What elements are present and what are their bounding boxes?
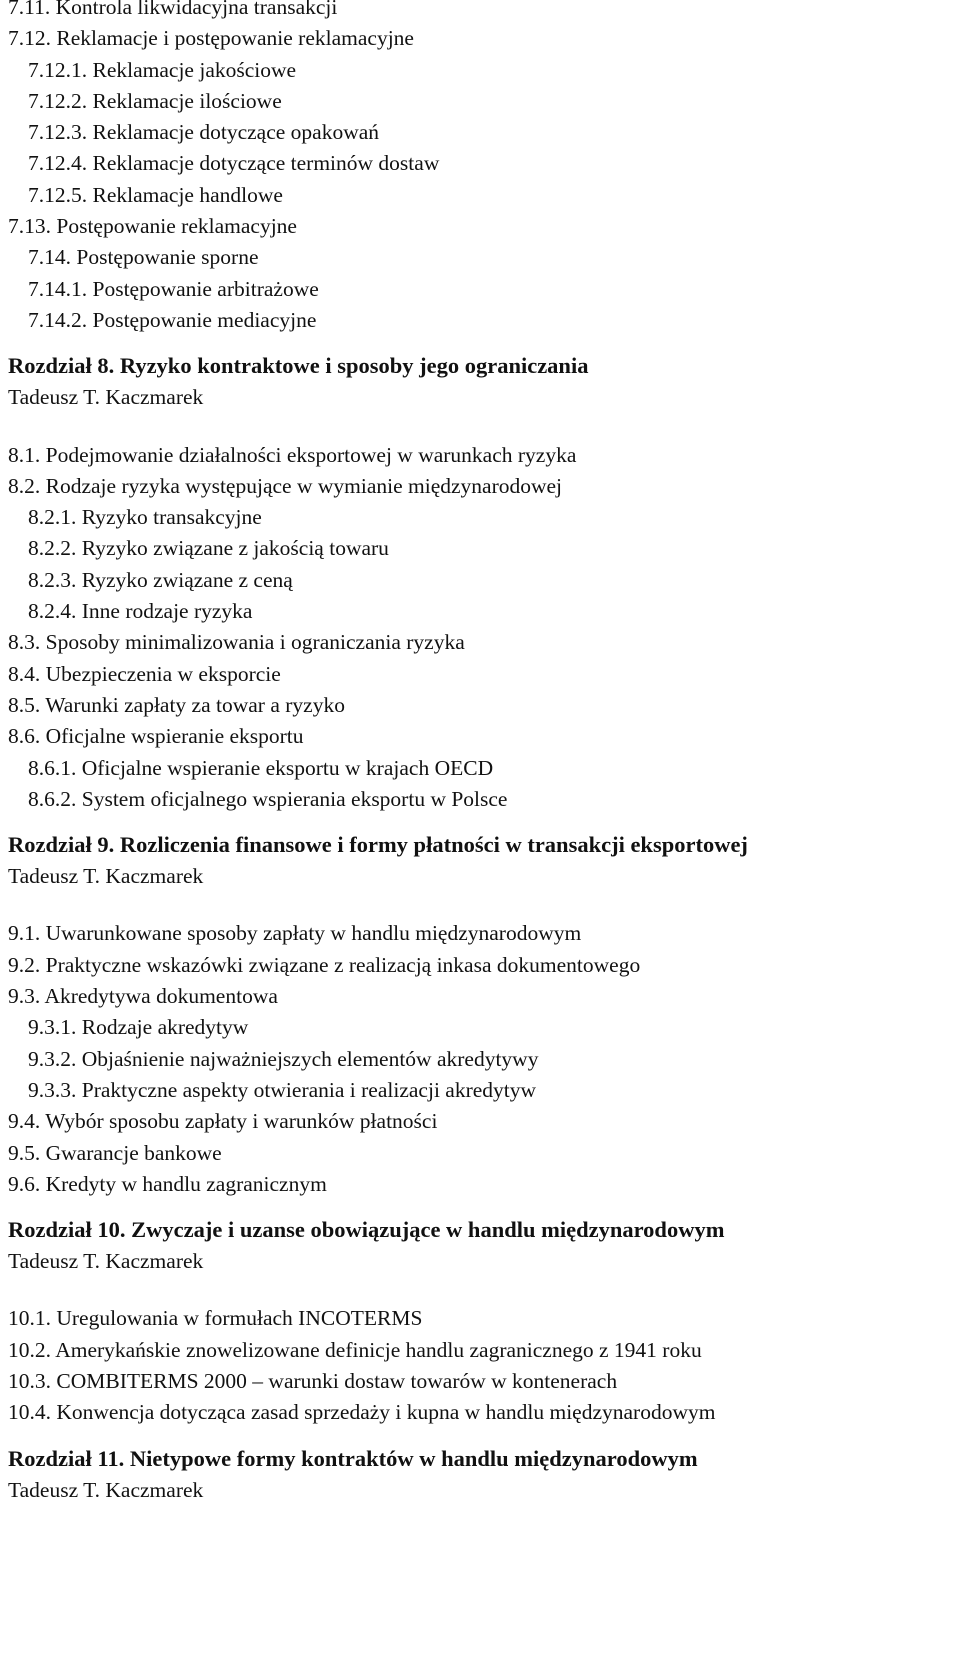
- chapter-title: Rozdział 11. Nietypowe formy kontraktów w handlu międzynarodowym: [8, 1445, 698, 1471]
- toc-entry: 7.12.4. Reklamacje dotyczące terminów dostaw: [28, 151, 440, 176]
- toc-entry: 7.14.1. Postępowanie arbitrażowe: [28, 276, 319, 301]
- toc-entry: 9.3.1. Rodzaje akredytyw: [28, 1015, 249, 1040]
- toc-entry: 7.12.3. Reklamacje dotyczące opakowań: [28, 120, 380, 145]
- toc-entry: 10.2. Amerykańskie znowelizowane definicje handlu zagranicznego z 1941 roku: [8, 1337, 702, 1362]
- chapter-9: [8, 829, 953, 1200]
- toc-entry: 10.1. Uregulowania w formułach INCOTERMS: [8, 1306, 423, 1331]
- toc-entry: 10.3. COMBITERMS 2000 – warunki dostaw towarów w kontenerach: [8, 1368, 618, 1393]
- toc-entry: 9.2. Praktyczne wskazówki związane z realizacją inkasa dokumentowego: [8, 952, 641, 977]
- chapter-entries: [8, 918, 953, 1200]
- toc-entry: 7.12.1. Reklamacje jakościowe: [28, 57, 297, 82]
- toc-entry: 9.1. Uwarunkowane sposoby zapłaty w handlu międzynarodowym: [8, 921, 582, 946]
- toc-entry: 8.2.3. Ryzyko związane z ceną: [28, 567, 293, 592]
- toc-entry: 7.12.2. Reklamacje ilościowe: [28, 88, 282, 113]
- toc-entry: 8.5. Warunki zapłaty za towar a ryzyko: [8, 692, 345, 717]
- toc-entry: 9.5. Gwarancje bankowe: [8, 1140, 222, 1165]
- toc-entry: 8.6.2. System oficjalnego wspierania eksportu w Polsce: [28, 786, 508, 811]
- chapter-title: Rozdział 9. Rozliczenia finansowe i formy płatności w transakcji eksportowej: [8, 832, 748, 858]
- toc-entry: 7.11. Kontrola likwidacyjna transakcji: [8, 0, 338, 19]
- toc-entry: 7.14.2. Postępowanie mediacyjne: [28, 307, 317, 332]
- chapter-author: Tadeusz T. Kaczmarek: [8, 1477, 204, 1502]
- toc-entry: 7.12. Reklamacje i postępowanie reklamacyjne: [8, 26, 414, 51]
- toc-entry: 8.6. Oficjalne wspieranie eksportu: [8, 724, 304, 749]
- toc-entry: 8.3. Sposoby minimalizowania i ograniczania ryzyka: [8, 630, 465, 655]
- chapter-author: Tadeusz T. Kaczmarek: [8, 1249, 204, 1274]
- toc-entry: 9.3. Akredytywa dokumentowa: [8, 984, 278, 1009]
- lead-entries: [8, 0, 953, 336]
- toc-entry: 8.2.4. Inne rodzaje ryzyka: [28, 599, 253, 624]
- table-of-contents: [8, 0, 953, 1506]
- toc-entry: 7.12.5. Reklamacje handlowe: [28, 182, 283, 207]
- chapter-entries: [8, 440, 953, 816]
- toc-entry: 8.4. Ubezpieczenia w eksporcie: [8, 661, 281, 686]
- toc-entry: 7.14. Postępowanie sporne: [28, 245, 259, 270]
- toc-entry: 8.6.1. Oficjalne wspieranie eksportu w krajach OECD: [28, 755, 494, 780]
- toc-entry: 9.4. Wybór sposobu zapłaty i warunków płatności: [8, 1109, 438, 1134]
- toc-entry: 8.1. Podejmowanie działalności eksportowej w warunkach ryzyka: [8, 442, 577, 467]
- toc-entry: 9.6. Kredyty w handlu zagranicznym: [8, 1171, 327, 1196]
- chapter-11: [8, 1443, 953, 1506]
- chapter-8: [8, 350, 953, 815]
- toc-entry: 8.2.1. Ryzyko transakcyjne: [28, 505, 262, 530]
- chapter-title: Rozdział 10. Zwyczaje i uzanse obowiązujące w handlu międzynarodowym: [8, 1217, 725, 1243]
- toc-entry: 8.2.2. Ryzyko związane z jakością towaru: [28, 536, 389, 561]
- toc-entry: 9.3.2. Objaśnienie najważniejszych elementów akredytywy: [28, 1046, 539, 1071]
- chapter-title: Rozdział 8. Ryzyko kontraktowe i sposoby jego ograniczania: [8, 353, 589, 379]
- toc-entry: 10.4. Konwencja dotycząca zasad sprzedaży i kupna w handlu międzynarodowym: [8, 1400, 716, 1425]
- chapter-entries: [8, 1303, 953, 1428]
- chapter-author: Tadeusz T. Kaczmarek: [8, 385, 204, 410]
- toc-entry: 7.13. Postępowanie reklamacyjne: [8, 214, 297, 239]
- toc-entry: 9.3.3. Praktyczne aspekty otwierania i realizacji akredytyw: [28, 1077, 537, 1102]
- toc-entry: 8.2. Rodzaje ryzyka występujące w wymianie międzynarodowej: [8, 473, 563, 498]
- chapter-author: Tadeusz T. Kaczmarek: [8, 864, 204, 889]
- chapter-10: [8, 1214, 953, 1428]
